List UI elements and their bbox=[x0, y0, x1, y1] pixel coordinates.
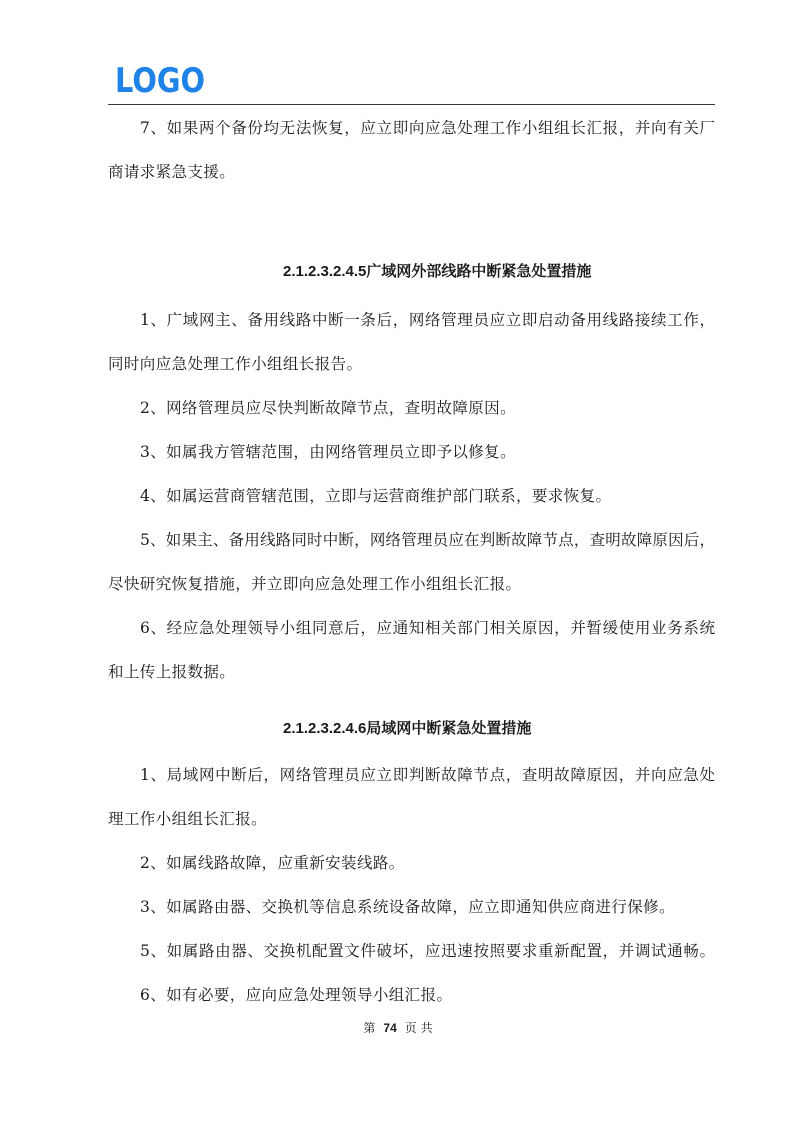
paragraph bbox=[108, 841, 715, 885]
section-heading: 2.1.2.3.2.4.5广域网外部线路中断紧急处置措施 bbox=[283, 263, 592, 280]
paragraph bbox=[108, 885, 715, 929]
paragraph bbox=[108, 386, 715, 430]
paragraph-line: 和上传上报数据。 bbox=[108, 663, 236, 681]
page-footer bbox=[0, 1019, 796, 1037]
paragraph-line: 尽快研究恢复措施，并立即向应急处理工作小组组长汇报。 bbox=[108, 575, 522, 593]
paragraph-line: 1、局域网中断后，网络管理员应立即判断故障节点，查明故障原因，并向应急处 bbox=[140, 766, 715, 784]
paragraph-line: 4、如属运营商管辖范围，立即与运营商维护部门联系，要求恢复。 bbox=[140, 487, 612, 505]
paragraph bbox=[108, 430, 715, 474]
footer-suffix: 页 共 bbox=[404, 1021, 433, 1035]
paragraph bbox=[108, 973, 715, 1017]
paragraph-line: 3、如属我方管辖范围，由网络管理员立即予以修复。 bbox=[140, 443, 516, 461]
document-body bbox=[108, 106, 715, 1017]
paragraph-line: 1、广域网主、备用线路中断一条后，网络管理员应立即启动备用线路接续工作， bbox=[140, 311, 715, 329]
paragraph bbox=[108, 474, 715, 518]
paragraph bbox=[108, 753, 715, 841]
paragraph bbox=[108, 106, 715, 194]
paragraph-line: 5、如属路由器、交换机配置文件破坏，应迅速按照要求重新配置，并调试通畅。 bbox=[140, 942, 715, 960]
footer-prefix: 第 bbox=[363, 1021, 376, 1035]
paragraph-line: 2、网络管理员应尽快判断故障节点，查明故障原因。 bbox=[140, 399, 516, 417]
logo-text: LOGO bbox=[115, 61, 205, 101]
paragraph-line: 2、如属线路故障，应重新安装线路。 bbox=[140, 854, 405, 872]
paragraph-line: 理工作小组组长汇报。 bbox=[108, 810, 268, 828]
paragraph-line: 6、如有必要，应向应急处理领导小组汇报。 bbox=[140, 986, 453, 1004]
paragraph-line: 5、如果主、备用线路同时中断，网络管理员应在判断故障节点，查明故障原因后， bbox=[140, 531, 715, 549]
paragraph-line: 3、如属路由器、交换机等信息系统设备故障，应立即通知供应商进行保修。 bbox=[140, 898, 675, 916]
paragraph-line: 6、经应急处理领导小组同意后，应通知相关部门相关原因，并暂缓使用业务系统 bbox=[140, 619, 715, 637]
paragraph bbox=[108, 518, 715, 606]
page-number: 74 bbox=[383, 1021, 397, 1035]
section-heading: 2.1.2.3.2.4.6局域网中断紧急处置措施 bbox=[283, 720, 532, 737]
company-logo bbox=[113, 61, 209, 101]
paragraph-line: 同时向应急处理工作小组组长报告。 bbox=[108, 355, 363, 373]
header-divider bbox=[108, 104, 715, 105]
paragraph-line: 7、如果两个备份均无法恢复，应立即向应急处理工作小组组长汇报，并向有关厂 bbox=[140, 119, 715, 137]
paragraph bbox=[108, 606, 715, 694]
paragraph bbox=[108, 929, 715, 973]
paragraph bbox=[108, 298, 715, 386]
paragraph-line: 商请求紧急支援。 bbox=[108, 163, 236, 181]
